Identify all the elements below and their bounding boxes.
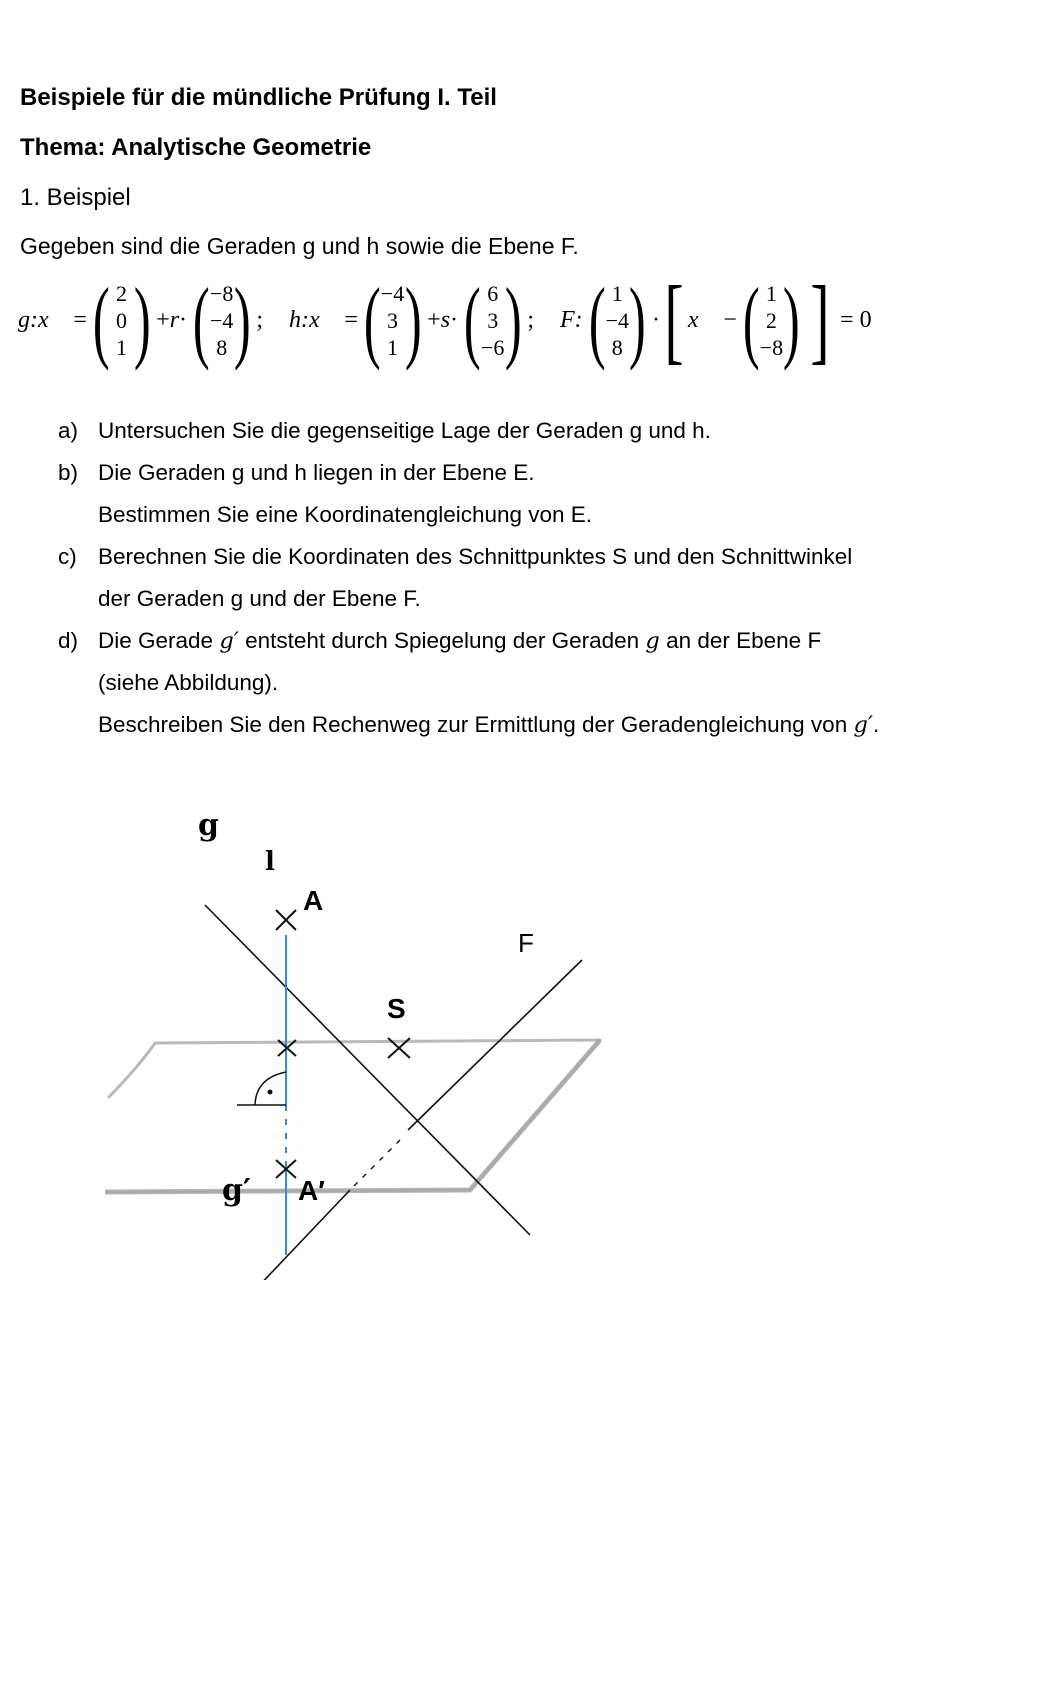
label-A: A	[303, 885, 324, 916]
topic-heading: Thema: Analytische Geometrie	[20, 134, 372, 161]
vec-entry: 8	[216, 334, 228, 360]
task-label: a)	[58, 418, 79, 443]
plane-F	[105, 1040, 600, 1192]
text-part: Beschreiben Sie den Rechenweg zur Ermittlung der Geradengleichung von	[98, 712, 848, 737]
label-A-prime: A′	[298, 1175, 325, 1206]
h-point-vector: ( −4 3 1 )	[363, 269, 422, 371]
task-text: Untersuchen Sie die gegenseitige Lage der Geraden g und h.	[98, 418, 711, 443]
x-vector: x⃗	[38, 306, 68, 333]
text-part: Die Gerade	[98, 628, 214, 653]
cross-A	[276, 910, 296, 930]
task-text: (siehe Abbildung).	[98, 670, 279, 695]
task-text	[98, 628, 821, 654]
h-direction-vector: ( 6 3 −6 )	[463, 269, 522, 371]
label-S: S	[387, 993, 406, 1024]
example-heading: 1. Beispiel	[20, 184, 131, 211]
vec-entry: 1	[611, 280, 623, 306]
vec-entry: −4	[380, 280, 405, 306]
vec-entry: −4	[605, 307, 629, 333]
h-label: h:	[289, 306, 309, 333]
equals-sign: =	[344, 306, 358, 333]
label-F: F	[518, 928, 534, 958]
task-text: Berechnen Sie die Koordinaten des Schnittpunktes S und den Schnittwinkel	[98, 544, 853, 569]
dot-op: ·	[179, 306, 188, 333]
plus-sign: +	[156, 306, 170, 333]
vec-entry: 0	[116, 307, 128, 333]
vec-entry: 2	[116, 280, 128, 306]
plane-F-front-edge	[105, 1040, 600, 1192]
intro-text: Gegeben sind die Geraden g und h sowie die Ebene F.	[20, 233, 579, 259]
label-l: l	[265, 847, 275, 877]
F-normal-vector: ( 1 −4 8 )	[588, 269, 647, 371]
semicolon: ;	[256, 306, 263, 333]
dot-op: ·	[450, 306, 459, 333]
line-F-trace	[408, 960, 582, 1130]
label-g: g	[198, 808, 219, 843]
task-label: c)	[58, 544, 77, 569]
g-point-vector: ( 2 0 1 )	[92, 269, 151, 371]
param-s: s	[440, 306, 451, 333]
task-text: der Geraden g und der Ebene F.	[98, 586, 421, 611]
text-part: an der Ebene F	[666, 628, 822, 653]
g-label: g:	[18, 306, 38, 333]
vec-entry: 1	[116, 334, 128, 360]
label-g-prime: g′	[222, 1173, 251, 1208]
line-g-prime	[350, 1140, 400, 1190]
vec-entry: −4	[209, 307, 234, 333]
math-g-prime: g′	[219, 628, 239, 654]
math-g-prime: g′	[853, 712, 873, 738]
period: .	[872, 712, 880, 737]
vec-entry: −6	[480, 334, 505, 360]
vec-entry: 8	[611, 334, 623, 360]
F-point-vector: ( 1 2 −8 )	[742, 269, 801, 371]
plus-sign: +	[427, 306, 441, 333]
text-part: entsteht durch Spiegelung der Geraden	[245, 628, 640, 653]
vec-entry: 1	[387, 334, 399, 360]
F-label: F:	[560, 306, 583, 333]
task-text: Die Geraden g und h liegen in der Ebene E.	[98, 460, 535, 485]
vec-entry: 1	[765, 280, 777, 306]
vec-entry: 6	[487, 280, 499, 306]
equals-zero: = 0	[840, 306, 872, 333]
right-bracket: ]	[810, 266, 830, 373]
task-label: d)	[58, 628, 79, 653]
task-text: Bestimmen Sie eine Koordinatengleichung von E.	[98, 502, 593, 527]
left-bracket: [	[664, 266, 684, 373]
vec-entry: 3	[487, 307, 499, 333]
task-label: b)	[58, 460, 79, 485]
equations-line	[18, 266, 872, 373]
vec-entry: 2	[765, 307, 777, 333]
task-text	[98, 712, 879, 738]
geometry-figure	[100, 800, 620, 1280]
right-angle-dot	[268, 1090, 273, 1095]
vec-entry: 3	[387, 307, 399, 333]
param-r: r	[169, 306, 180, 333]
math-g: g	[645, 628, 660, 654]
semicolon: ;	[527, 306, 534, 333]
x-vector: x⃗	[687, 306, 718, 333]
vec-entry: −8	[209, 280, 234, 306]
dot-op: ·	[651, 306, 660, 333]
vec-entry: −8	[759, 334, 784, 360]
right-angle-arc	[255, 1072, 286, 1105]
minus-sign: −	[723, 306, 737, 333]
page-title: Beispiele für die mündliche Prüfung I. Teil	[20, 84, 497, 111]
g-direction-vector: ( −8 −4 8 )	[192, 269, 251, 371]
line-g	[205, 905, 530, 1235]
equals-sign: =	[73, 306, 87, 333]
x-vector: x⃗	[309, 306, 339, 333]
